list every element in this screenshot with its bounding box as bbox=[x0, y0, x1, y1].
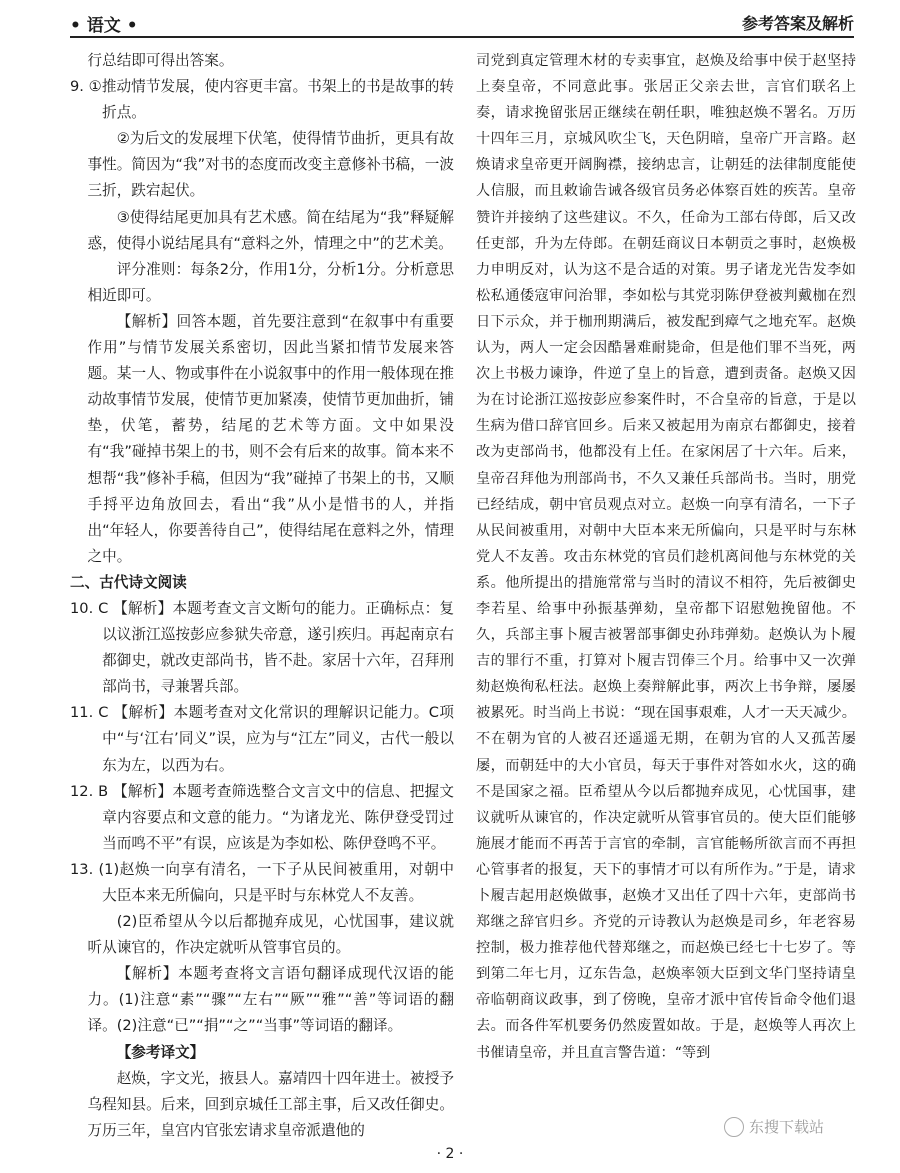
paragraph: 10. C 【解析】本题考查文言文断句的能力。正确标点：复以议浙江巡按彭应参狱失帝意，遂引疾归。再起南京右都御史，就改吏部尚书，皆不赴。家居十六年，召拜刑部尚书，寻兼署兵部。 bbox=[70, 599, 454, 696]
paragraph: (2)臣希望从今以后都抛弃成见，心忧国事，建议就听从谏官的，作决定就听从管事官员的。 bbox=[87, 913, 454, 957]
paragraph: ②为后文的发展埋下伏笔，使得情节曲折，更具有故事性。简因为“我”对书的态度而改变主意修补书稿，一波三折，跌宕起伏。 bbox=[87, 130, 454, 200]
paragraph: 11. C 【解析】本题考查对文化常识的理解识记能力。C项中“与‘江右’同义”误，应为与“江左”同义，古代一般以东为左，以西为右。 bbox=[70, 704, 454, 774]
document-title: 参考答案及解析 bbox=[741, 14, 854, 33]
watermark bbox=[724, 1116, 824, 1137]
wechat-icon bbox=[724, 1117, 744, 1137]
paragraph: 评分准则：每条2分，作用1分，分析1分。分析意思相近即可。 bbox=[87, 260, 454, 304]
right-column bbox=[476, 48, 856, 1066]
paragraph: 12. B 【解析】本题考查筛选整合文言文中的信息、把握文章内容要点和文意的能力。“为诸龙光、陈伊登受罚过当而鸣不平”有误，应该是为李如松、陈伊登鸣不平。 bbox=[70, 782, 454, 852]
paragraph: 赵焕，字文光，掖县人。嘉靖四十四年进士。被授予乌程知县。后来，回到京城任工部主事，后又改任御史。万历三年，皇宫内官张宏请求皇帝派遣他的 bbox=[87, 1069, 454, 1139]
paragraph: 行总结即可得出答案。 bbox=[87, 52, 234, 69]
subject-label: • 语文 • bbox=[70, 16, 138, 36]
left-column bbox=[70, 48, 454, 1144]
paragraph: 【参考译文】 bbox=[116, 1043, 205, 1061]
paragraph: ③使得结尾更加具有艺术感。简在结尾为“我”释疑解惑，使得小说结尾具有“意料之外，情理之中”的艺术美。 bbox=[87, 208, 454, 252]
watermark-text: 东搜下载站 bbox=[749, 1118, 825, 1136]
paragraph: 【解析】本题考查将文言语句翻译成现代汉语的能力。(1)注意“素”“骤”“左右”“厥”“雅”“善”等词语的翻译。(2)注意“已”“捐”“之”“当事”等词语的翻译。 bbox=[87, 965, 454, 1035]
page-number: · 2 · bbox=[436, 1146, 464, 1162]
paragraph: 13. (1)赵焕一向享有清名，一下子从民间被重用，对朝中大臣本来无所偏向，只是平时与东林党人不友善。 bbox=[70, 860, 454, 904]
page-header bbox=[70, 8, 854, 38]
paragraph: 二、古代诗文阅读 bbox=[70, 573, 187, 591]
paragraph: 9. ①推动情节发展，使内容更丰富。书架上的书是故事的转折点。 bbox=[70, 78, 454, 122]
paragraph: 司党到真定管理木材的专卖事宜，赵焕及给事中侯于赵坚持上奏皇帝，不同意此事。张居正父亲去世，言官们联名上奏，请求挽留张居正继续在朝任职，唯独赵焕不署名。万历十四年三月，京城风吹尘飞，天色阴暗，皇帝广开言路。赵焕请求皇帝更开阔胸襟，接纳忠言，让朝廷的法律制度能使人信服，而且敕谕告诫各级官员务必体察百姓的疾苦。皇帝赞许并接纳了这些建议。不久，任命为工部右侍郎，后又改任吏部，升为左侍郎。在朝廷商议日本朝贡之事时，赵焕极力申明反对，认为这不是合适的对策。男子诸龙光告发李如松私通倭寇审问治罪，李如松与其党羽陈伊登被判戴枷在烈日下示众，并于枷刑期满后，被发配到瘴气之地充军。赵焕认为，两人一定会因酷暑难耐毙命，但是他们罪不当死，两次上书极力谏诤，件逆了皇上的旨意，遭到责备。赵焕又因为在讨论浙江巡按彭应参案件时，不合皇帝的旨意，于是以生病为借口辞官回乡。后来又被起用为南京右都御史，接着改为吏部尚书，他都没有上任。在家闲居了十六年。后来，皇帝召拜他为刑部尚书，不久又兼任兵部尚书。当时，朋党已经结成，朝中官员观点对立。赵焕一向享有清名，一下子从民间被重用，对朝中大臣本来无所偏向，只是平时与东林党人不友善。攻击东林党的官员们趁机离间他与东林党的关系。他所提出的措施常常与当时的清议不相符，先后被御史李若星、给事中孙振基弹劾，皇帝都下诏慰勉挽留他。不久，兵部主事卜履吉被署部事御史孙玮弹劾。赵焕认为卜履吉的罪行不重，打算对卜履吉罚俸三个月。给事中又一次弹劾赵焕徇私枉法。赵焕上奏辩解此事，两次上书争辩，屡屡被累死。时当尚上书说：“现在国事艰难，人才一天天减少。不在朝为官的人被召还遥遥无期，在朝为官的人又孤苦屡屡，而朝廷中的大小官员，每天于事件对答如水火，这的确不是国家之福。臣希望从今以后都抛弃成见，心忧国事，建议就听从谏官的，作决定就听从管事官员的。使大臣们能够施展才能而不再苦于言官的牵制，言官能畅所欲言而不再担心管事者的报复，天下的事情才可以有所作为。”于是，请求卜履吉起用赵焕做事，赵焕才又出任了四十六年，吏部尚书郑继之辞官归乡。齐党的亓诗教认为赵焕是司乡，年老容易控制，极力推荐他代替郑继之，而赵焕已经七十七岁了。等到第二年七月，辽东告急，赵焕率领大臣到文华门坚持请皇帝临朝商议政事，到了傍晚，皇帝才派中官传旨命令他们退去。而各件军机要务仍然废置如故。于是，赵焕等人再次上书催请皇帝，并且直言警告道：“等到 bbox=[476, 53, 856, 1061]
paragraph: 【解析】回答本题，首先要注意到“在叙事中有重要作用”与情节发展关系密切，因此当紧扣情节发展来答题。某一人、物或事件在小说叙事中的作用一般体现在推动故事情节发展，使情节更加紧凑，使情节更加曲折，铺垫，伏笔，蓄势，结尾的艺术等方面。文中如果没有“我”碰掉书架上的书，则不会有后来的故事。简本来不想帮“我”修补手稿，但因为“我”碰掉了书架上的书，又顺手捋平边角放回去，看出“我”从小是惜书的人，并指出“年轻人，你要善待自己”，使得结尾在意料之外，情理之中。 bbox=[87, 312, 454, 565]
